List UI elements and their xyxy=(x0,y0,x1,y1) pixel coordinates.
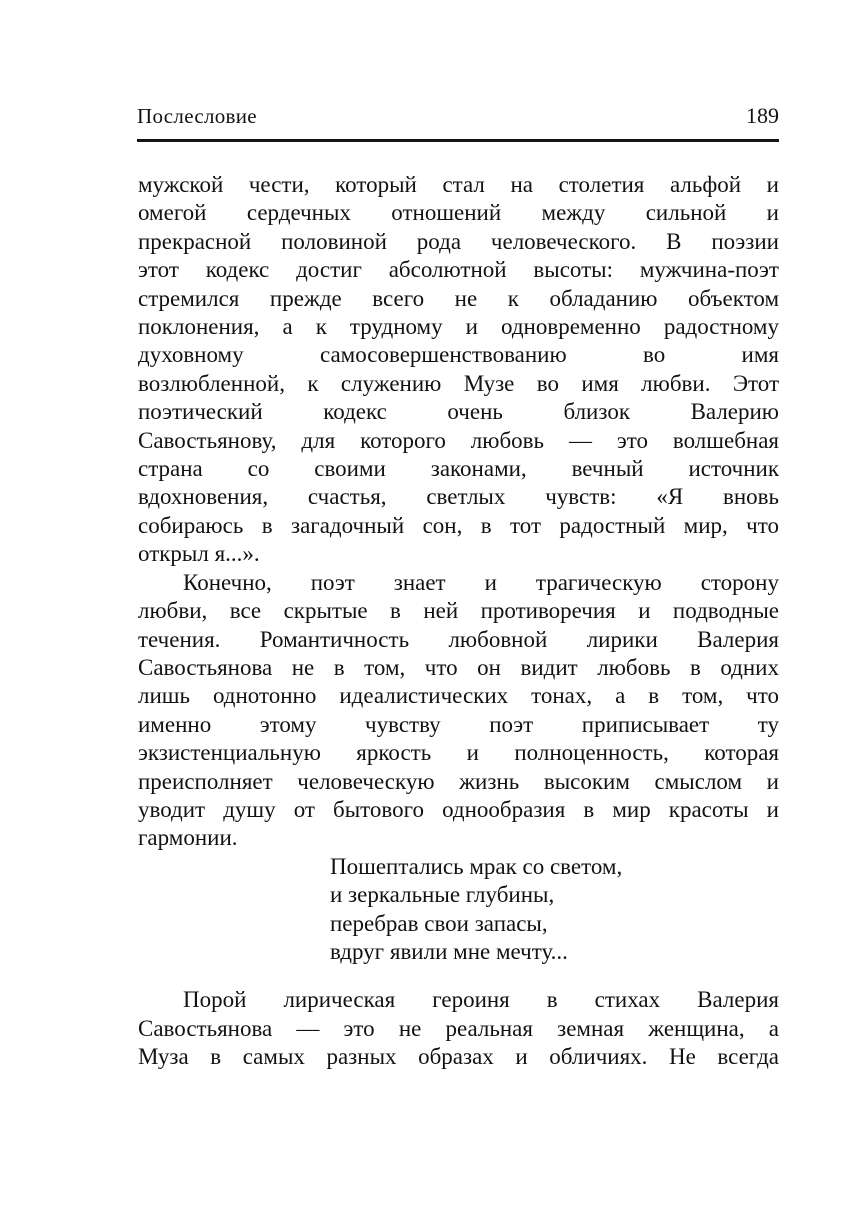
verse-line: вдруг явили мне мечту... xyxy=(330,938,568,964)
paragraph xyxy=(138,986,779,1071)
text-line: именно этому чувству поэт приписывает ту xyxy=(138,711,779,737)
text-line: экзистенциальную яркость и полноценность, которая xyxy=(138,740,779,766)
text-line: вдохновения, счастья, светлых чувств: «Я вновь xyxy=(138,484,779,510)
text-line: Конечно, поэт знает и трагическую сторону xyxy=(183,569,779,595)
text-line: поклонения, а к трудному и одновременно радостному xyxy=(138,314,779,340)
text-line: страна со своими законами, вечный источник xyxy=(138,456,779,482)
body-text xyxy=(138,171,779,1072)
text-line: духовному самосовершенствованию во имя xyxy=(138,342,779,368)
text-line: Савостьянову, для которого любовь — это волшебная xyxy=(138,427,779,453)
text-line: мужской чести, который стал на столетия альфой и xyxy=(138,172,779,197)
text-line: Муза в самых разных образах и обличиях. Не всегда xyxy=(138,1044,779,1070)
text-line: стремился прежде всего не к обладанию объектом xyxy=(138,285,779,311)
text-line: уводит душу от бытового однообразия в мир красоты и xyxy=(138,796,779,822)
text-line: Савостьянова не в том, что он видит любовь в одних xyxy=(138,654,779,680)
text-line: этот кодекс достиг абсолютной высоты: мужчина-поэт xyxy=(138,257,779,283)
text-line: поэтический кодекс очень близок Валерию xyxy=(138,399,779,425)
header-title: Послесловие xyxy=(137,104,257,128)
verse-line: и зеркальные глубины, xyxy=(330,882,555,908)
text-line: возлюбленной, к служению Музе во имя любви. Этот xyxy=(138,370,779,396)
text-line: лишь однотонно идеалистических тонах, а в том, что xyxy=(138,683,779,709)
paragraph xyxy=(138,171,779,569)
paragraph xyxy=(138,569,779,853)
text-line: гармонии. xyxy=(138,825,238,851)
text-line: открыл я...». xyxy=(138,541,260,567)
text-line: Порой лирическая героиня в стихах Валерия xyxy=(183,987,779,1013)
running-header xyxy=(137,103,779,129)
text-line: Савостьянова — это не реальная земная женщина, а xyxy=(138,1015,779,1041)
verse-line: перебрав свои запасы, xyxy=(330,910,548,936)
text-line: омегой сердечных отношений между сильной и xyxy=(138,200,779,226)
text-line: собираюсь в загадочный сон, в тот радостный мир, что xyxy=(138,512,779,538)
header-rule xyxy=(137,139,779,142)
text-line: прекрасной половиной рода человеческого. В поэзии xyxy=(138,228,779,254)
text-line: преисполняет человеческую жизнь высоким смыслом и xyxy=(138,768,779,794)
text-line: течения. Романтичность любовной лирики Валерия xyxy=(138,626,779,652)
text-line: любви, все скрытые в ней противоречия и подводные xyxy=(138,598,779,624)
page-number: 189 xyxy=(746,103,779,128)
verse-quote xyxy=(330,853,779,967)
verse-line: Пошептались мрак со светом, xyxy=(330,853,623,879)
